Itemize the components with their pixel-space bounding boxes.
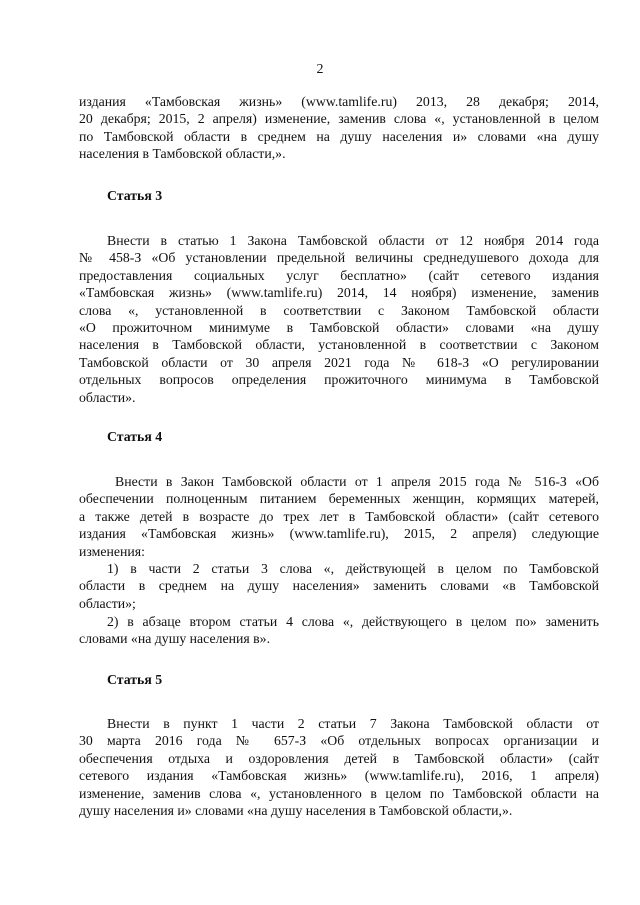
text-line: а также детей в возрасте до трех лет в Тамбовской области» (сайт сетевого <box>79 508 599 524</box>
text-line: Внести в пункт 1 части 2 статьи 7 Закона Тамбовской области от <box>107 716 599 731</box>
text-line: области в среднем на душу населения» заменить словами «в Тамбовской <box>79 578 599 594</box>
article-3-paragraph <box>79 232 599 406</box>
text-line: обеспечения отдыха и оздоровления детей в Тамбовской области» (сайт <box>79 750 599 766</box>
text-line: предоставления социальных услуг бесплатно» (сайт сетевого издания <box>79 267 599 283</box>
article-4-heading: Статья 4 <box>107 429 163 444</box>
article-5-paragraph <box>79 715 599 819</box>
text-line: Внести в Закон Тамбовской области от 1 апреля 2015 года № 516-З «Об <box>115 474 599 489</box>
text-line: словами «на душу населения в». <box>79 631 271 647</box>
text-line: № 458-З «Об установлении предельной величины среднедушевого дохода для <box>79 250 599 266</box>
text-line: «Тамбовская жизнь» (www.tamlife.ru) 2014, 14 ноября) изменение, заменив <box>79 285 599 301</box>
article-3-heading: Статья 3 <box>107 188 163 203</box>
text-line: издания «Тамбовская жизнь» (www.tamlife.ru), 2015, 2 апреля) следующие <box>79 526 599 542</box>
article-4-intro <box>79 473 599 560</box>
page-number: 2 <box>316 62 324 77</box>
text-line: населения в Тамбовской области,». <box>79 146 286 162</box>
text-line: 20 декабря; 2015, 2 апреля) изменение, заменив слова «, установленной в целом <box>79 111 599 127</box>
text-line: отдельных вопросов определения прожиточного минимума в Тамбовской <box>79 372 599 388</box>
text-line: слова «, установленной в соответствии с Законом Тамбовской области <box>79 302 599 318</box>
text-line: «О прожиточном минимуме в Тамбовской области» словами «на душу <box>79 320 599 336</box>
text-line: Тамбовской области от 30 апреля 2021 года № 618-З «О регулировании <box>79 354 599 370</box>
intro-paragraph <box>79 93 599 163</box>
text-line: Внести в статью 1 Закона Тамбовской области от 12 ноября 2014 года <box>107 233 599 248</box>
text-line: изменения: <box>79 543 145 559</box>
text-line: изменение, заменив слова «, установленного в целом по Тамбовской области на <box>79 785 599 801</box>
article-5-heading: Статья 5 <box>107 672 163 687</box>
text-line: 1) в части 2 статьи 3 слова «, действующей в целом по Тамбовской <box>107 561 599 576</box>
text-line: обеспечении полноценным питанием беременных женщин, кормящих матерей, <box>79 491 599 507</box>
text-line: сетевого издания «Тамбовская жизнь» (www.tamlife.ru), 2016, 1 апреля) <box>79 768 599 784</box>
text-line: области»; <box>79 595 136 611</box>
text-line: области». <box>79 389 136 405</box>
article-4-item-2 <box>79 613 599 648</box>
article-4-item-1 <box>79 560 599 612</box>
text-line: издания «Тамбовская жизнь» (www.tamlife.ru) 2013, 28 декабря; 2014, <box>79 94 599 109</box>
text-line: 2) в абзаце втором статьи 4 слова «, действующего в целом по» заменить <box>107 614 599 629</box>
text-line: 30 марта 2016 года № 657-З «Об отдельных вопросах организации и <box>79 733 599 749</box>
text-line: населения в Тамбовской области, установленной в соответствии с Законом <box>79 337 599 353</box>
text-line: по Тамбовской области в среднем на душу населения и» словами «на душу <box>79 128 599 144</box>
text-line: душу населения и» словами «на душу населения в Тамбовской области,». <box>79 803 513 819</box>
